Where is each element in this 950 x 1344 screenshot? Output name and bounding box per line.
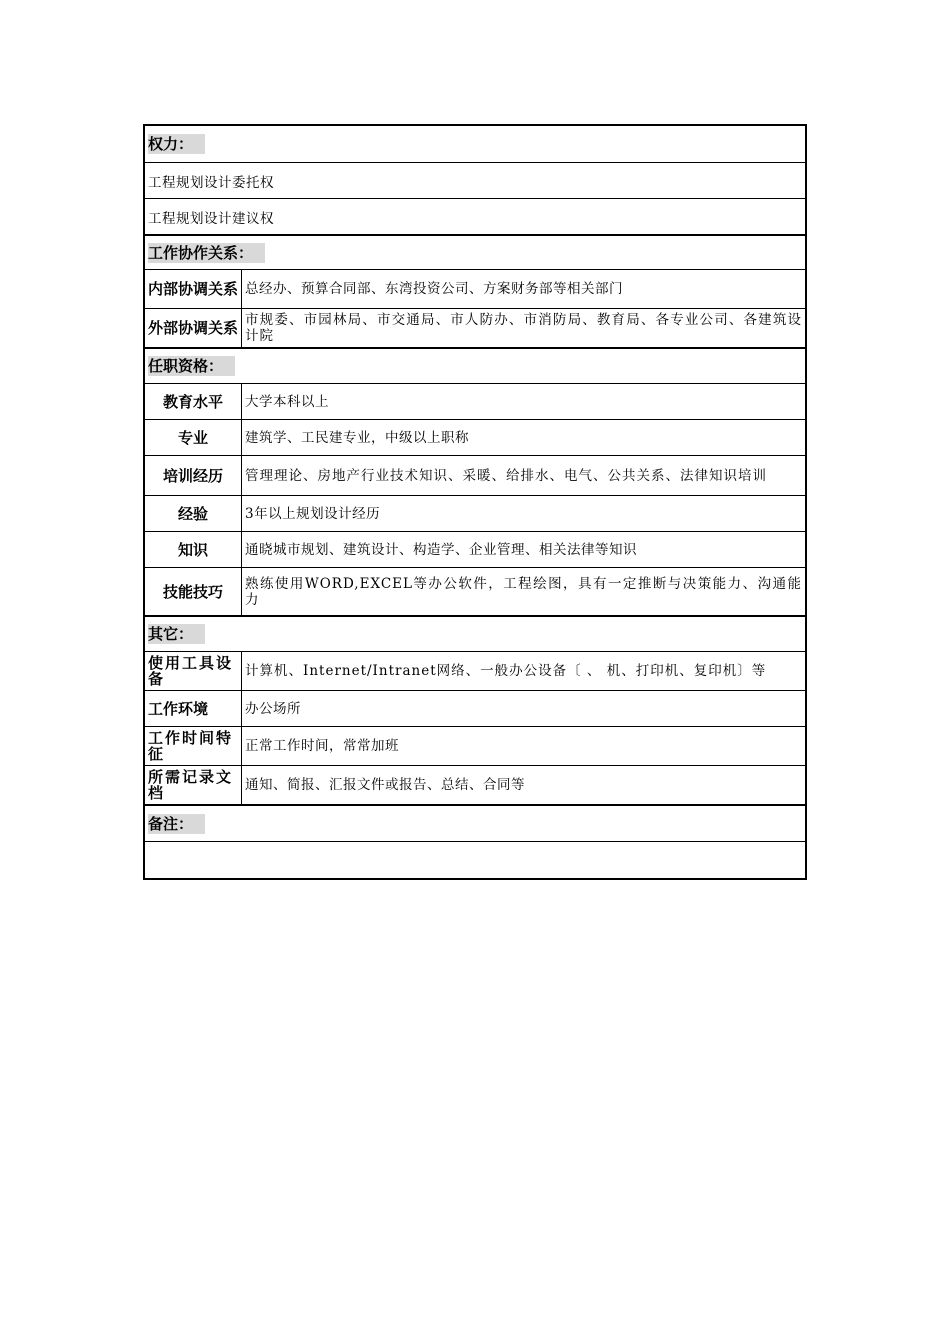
qualification-label: 教育水平 — [145, 384, 242, 419]
internal-coordination-label: 内部协调关系 — [145, 270, 242, 308]
other-row — [145, 726, 805, 765]
remarks-section-header — [145, 804, 805, 841]
internal-coordination-value: 总经办、预算合同部、东湾投资公司、方案财务部等相关部门 — [245, 281, 623, 297]
other-row — [145, 765, 805, 804]
external-coordination-row — [145, 308, 805, 347]
qualification-row — [145, 383, 805, 419]
authority-item — [145, 162, 805, 198]
qualification-label: 经验 — [145, 496, 242, 531]
internal-coordination-row — [145, 269, 805, 308]
qualification-value: 3年以上规划设计经历 — [245, 505, 381, 522]
authority-item-text: 工程规划设计委托权 — [148, 174, 274, 191]
remarks-row — [145, 841, 805, 878]
qualification-value: 管理理论、房地产行业技术知识、采暖、给排水、电气、公共关系、法律知识培训 — [245, 467, 767, 484]
other-value: 通知、简报、汇报文件或报告、总结、合同等 — [245, 777, 525, 793]
qualification-value: 通晓城市规划、建筑设计、构造学、企业管理、相关法律等知识 — [245, 541, 637, 558]
remarks-value — [145, 842, 805, 878]
authority-heading: 权力： — [148, 134, 205, 154]
qualifications-heading: 任职资格： — [148, 356, 235, 376]
qualification-label: 专业 — [145, 420, 242, 455]
qualification-label: 培训经历 — [145, 456, 242, 495]
qualification-value: 大学本科以上 — [245, 393, 329, 410]
other-section-header — [145, 615, 805, 651]
remarks-heading: 备注： — [148, 814, 205, 834]
qualification-label: 知识 — [145, 532, 242, 567]
cooperation-heading: 工作协作关系： — [148, 243, 265, 263]
other-label: 工作环境 — [145, 691, 242, 726]
authority-item — [145, 198, 805, 234]
other-label: 使用工具设备 — [145, 652, 242, 690]
qualification-row — [145, 419, 805, 455]
qualification-value: 熟练使用WORD,EXCEL等办公软件，工程绘图，具有一定推断与决策能力、沟通能力 — [245, 575, 802, 608]
authority-section-header — [145, 126, 805, 162]
qualification-row — [145, 495, 805, 531]
qualification-row — [145, 531, 805, 567]
qualification-row — [145, 455, 805, 495]
other-value: 正常工作时间，常常加班 — [245, 738, 399, 754]
cooperation-section-header — [145, 234, 805, 269]
other-value: 办公场所 — [245, 700, 301, 717]
external-coordination-label: 外部协调关系 — [145, 309, 242, 347]
other-heading: 其它： — [148, 624, 205, 644]
qualification-value: 建筑学、工民建专业，中级以上职称 — [245, 429, 469, 446]
other-row — [145, 690, 805, 726]
other-label: 工作时间特征 — [145, 727, 242, 765]
other-row — [145, 651, 805, 690]
qualification-row — [145, 567, 805, 615]
job-description-table — [143, 124, 807, 880]
qualification-label: 技能技巧 — [145, 568, 242, 615]
qualifications-section-header — [145, 347, 805, 383]
other-value: 计算机、Internet/Intranet网络、一般办公设备〔 、 机、打印机、复印机〕等 — [245, 663, 767, 679]
external-coordination-value: 市规委、市园林局、市交通局、市人防办、市消防局、教育局、各专业公司、各建筑设计院 — [245, 312, 802, 344]
other-label: 所需记录文档 — [145, 766, 242, 804]
authority-item-text: 工程规划设计建议权 — [148, 210, 274, 227]
